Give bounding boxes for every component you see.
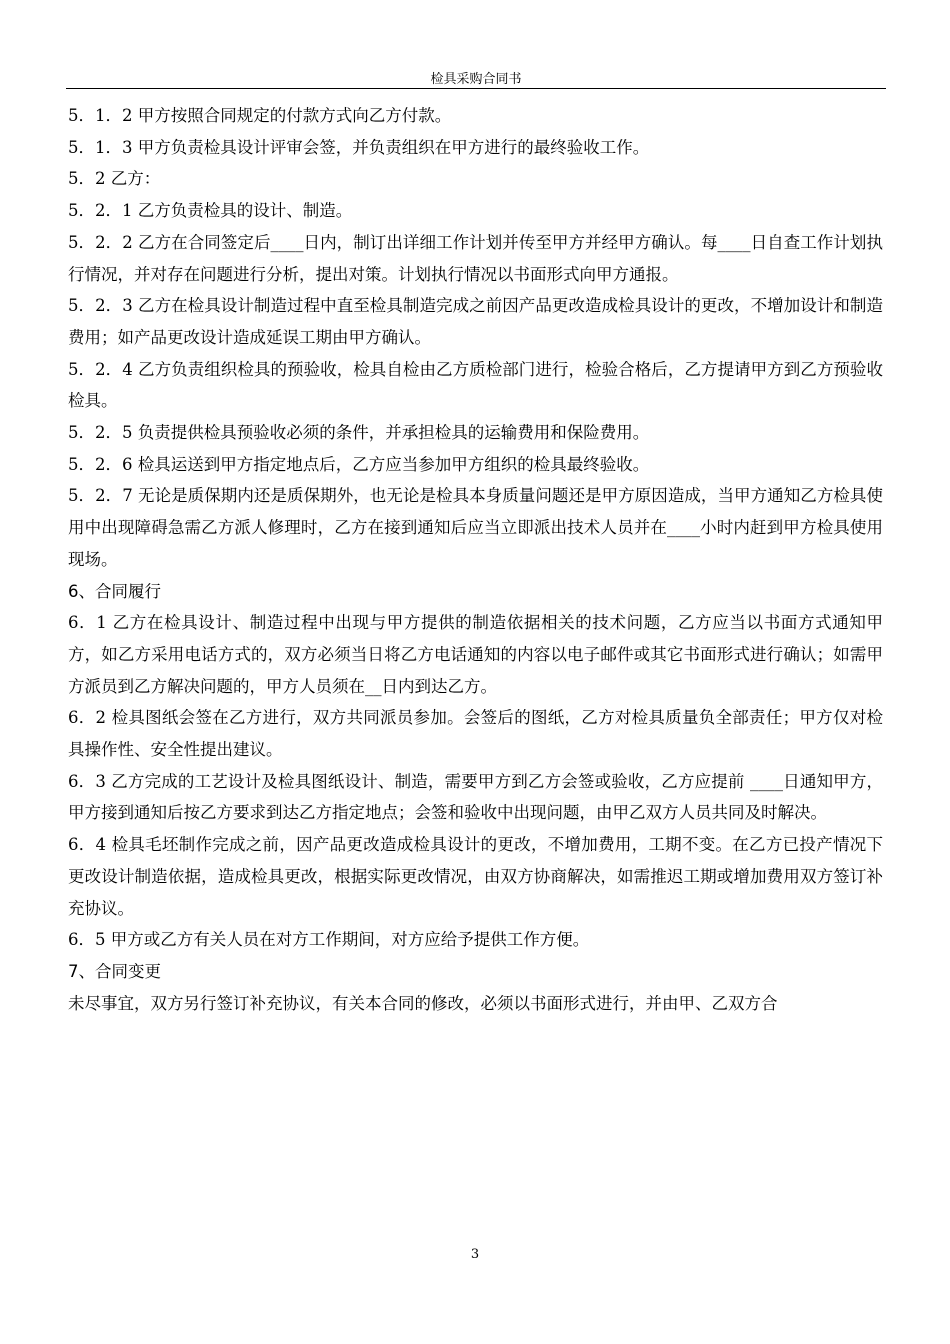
section-heading-6: 6、合同履行	[68, 581, 161, 601]
page-header-title: 检具采购合同书	[430, 72, 522, 87]
clause-5-1-3: 5．1．3 甲方负责检具设计评审会签，并负责组织在甲方进行的最终验收工作。	[68, 137, 650, 157]
clause-5-2: 5．2 乙方：	[68, 169, 161, 189]
clause-5-2-3: 5．2．3 乙方在检具设计制造过程中直至检具制造完成之前因产品更改造成检具设计的更改，不增加设计和制造费用；如产品更改设计造成延误工期由甲方确认。	[68, 296, 883, 347]
section-heading-7: 7、合同变更	[68, 961, 161, 981]
page-number: 3	[470, 1247, 480, 1262]
clause-5-2-4: 5．2．4 乙方负责组织检具的预验收，检具自检由乙方质检部门进行，检验合格后，乙方提请甲方到乙方预验收检具。	[68, 359, 883, 411]
clause-5-2-1: 5．2．1 乙方负责检具的设计、制造。	[68, 201, 353, 221]
clause-7-text: 未尽事宜，双方另行签订补充协议，有关本合同的修改，必须以书面形式进行，并由甲、乙双方合	[68, 993, 778, 1013]
header-divider	[66, 88, 886, 89]
clause-6-2: 6．2 检具图纸会签在乙方进行，双方共同派员参加。会签后的图纸，乙方对检具质量负全部责任；甲方仅对检具操作性、安全性提出建议。	[68, 708, 883, 760]
clause-6-5: 6．5 甲方或乙方有关人员在对方工作期间，对方应给予提供工作方便。	[68, 930, 590, 950]
clause-5-2-5: 5．2．5 负责提供检具预验收必须的条件，并承担检具的运输费用和保险费用。	[68, 423, 650, 443]
clause-6-3: 6．3 乙方完成的工艺设计及检具图纸设计、制造，需要甲方到乙方会签或验收，乙方应提前 ____日通知甲方，甲方接到通知后按乙方要求到达乙方指定地点；会签和验收中出现问题，由甲乙双方人员共同及时解决。	[68, 771, 883, 823]
clause-5-2-2: 5．2．2 乙方在合同签定后____日内，制订出详细工作计划并传至甲方并经甲方确认。每____日自查工作计划执行情况，并对存在问题进行分析，提出对策。计划执行情况以书面形式向甲方通报。	[68, 232, 883, 284]
contract-body	[68, 100, 883, 1019]
clause-5-2-6: 5．2．6 检具运送到甲方指定地点后，乙方应当参加甲方组织的检具最终验收。	[68, 454, 650, 474]
clause-5-2-7: 5．2．7 无论是质保期内还是质保期外，也无论是检具本身质量问题还是甲方原因造成，当甲方通知乙方检具使用中出现障碍急需乙方派人修理时，乙方在接到通知后应当立即派出技术人员并在____小时内赶到甲方检具使用现场。	[68, 486, 883, 569]
clause-6-4: 6．4 检具毛坯制作完成之前，因产品更改造成检具设计的更改，不增加费用，工期不变。在乙方已投产情况下更改设计制造依据，造成检具更改，根据实际更改情况，由双方协商解决，如需推迟工期或增加费用双方签订补充协议。	[68, 835, 883, 918]
clause-6-1: 6．1 乙方在检具设计、制造过程中出现与甲方提供的制造依据相关的技术问题，乙方应当以书面方式通知甲方，如乙方采用电话方式的，双方必须当日将乙方电话通知的内容以电子邮件或其它书面形式进行确认；如需甲方派员到乙方解决问题的，甲方人员须在__日内到达乙方。	[68, 613, 883, 696]
clause-5-1-2: 5．1．2 甲方按照合同规定的付款方式向乙方付款。	[68, 106, 452, 125]
